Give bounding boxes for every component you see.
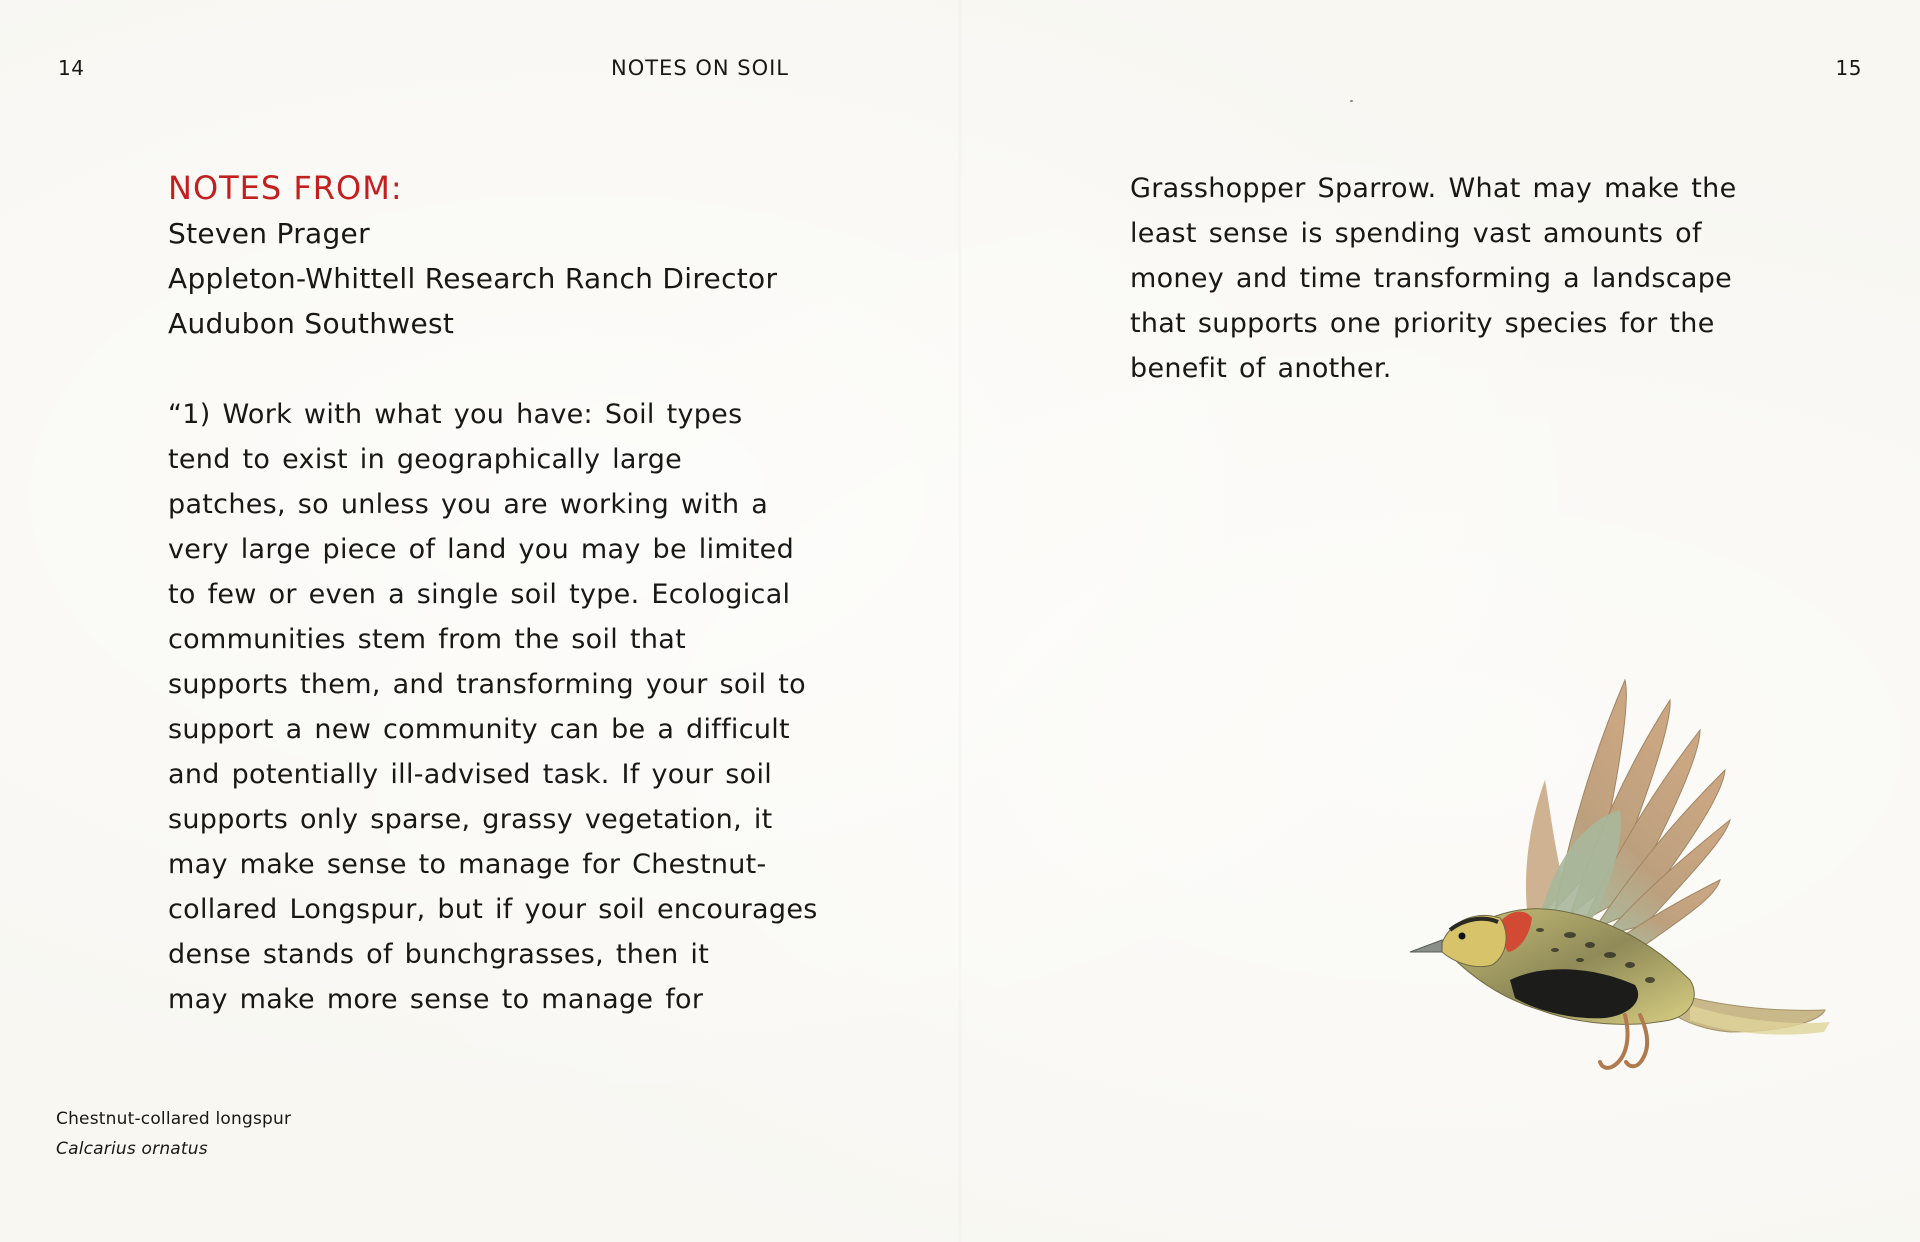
body-line: may make more sense to manage for [168,984,704,1015]
body-line: collared Longspur, but if your soil encourages [168,894,818,925]
body-line: to few or even a single soil type. Ecological [168,579,791,610]
bird-beak [1410,940,1442,952]
body-line: patches, so unless you are working with a [168,489,769,520]
bird-eye [1459,933,1466,940]
body-line: support a new community can be a difficult [168,714,790,745]
caption-common-name: Chestnut-collared longspur [56,1109,292,1129]
author-title: Appleton-Whittell Research Ranch Director [168,262,778,295]
author-name: Steven Prager [168,217,370,250]
body-line: that supports one priority species for the [1130,308,1715,339]
book-gutter [958,0,962,1242]
notes-heading: NOTES FROM: [168,169,403,207]
body-line: dense stands of bunchgrasses, then it [168,939,710,970]
body-line: tend to exist in geographically large [168,444,683,475]
caption-latin-name: Calcarius ornatus [56,1139,208,1159]
right-page-number: 15 [1835,56,1862,80]
body-line: Grasshopper Sparrow. What may make the [1130,173,1737,204]
notes-attribution [168,166,818,346]
right-page-body [1130,166,1750,391]
body-line: money and time transforming a landscape [1130,263,1733,294]
running-title: NOTES ON SOIL [610,56,789,80]
body-line: least sense is spending vast amounts of [1130,218,1702,249]
body-line: supports only sparse, grassy vegetation, it [168,804,773,835]
left-page-body [168,392,818,1022]
body-line: “1) Work with what you have: Soil types [168,399,743,430]
body-line: may make sense to manage for Chestnut- [168,849,767,880]
body-line: benefit of another. [1130,353,1392,384]
chestnut-collared-longspur-illustration [1380,660,1860,1080]
left-page-number: 14 [58,56,85,80]
body-line: very large piece of land you may be limited [168,534,795,565]
paper-speck [1350,100,1353,102]
body-line: communities stem from the soil that [168,624,686,655]
author-organization: Audubon Southwest [168,307,455,340]
body-line: supports them, and transforming your soil to [168,669,806,700]
illustration-caption [56,1104,291,1164]
body-line: and potentially ill-advised task. If your soil [168,759,773,790]
